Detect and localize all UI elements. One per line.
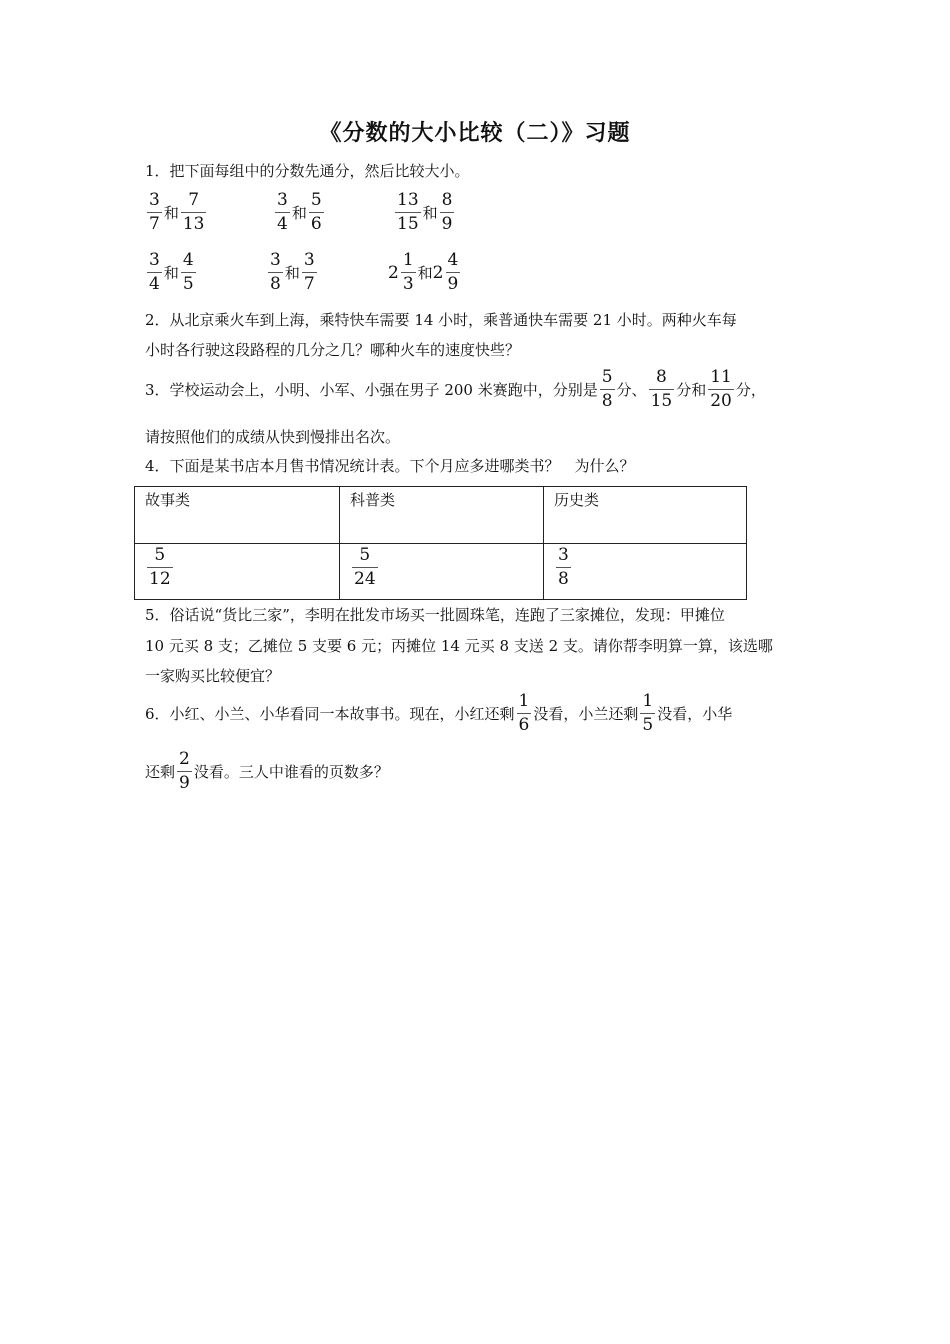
fraction: $\frac{5}{12}$ xyxy=(149,545,171,589)
q1-pair-2 xyxy=(273,192,326,233)
q6-prefix: 6．小红、小兰、小华看同一本故事书。现在，小红还剩 xyxy=(145,705,515,723)
fraction: $\frac{11}{20}$ xyxy=(710,367,732,411)
fraction: $\frac{3}{8}$ xyxy=(558,545,569,589)
fraction: $\frac{5}{24}$ xyxy=(354,545,376,589)
q1-pair-3 xyxy=(393,192,456,233)
question-6-line-2 xyxy=(145,751,389,792)
q1-pair-5 xyxy=(266,252,319,293)
fraction: $\frac{3}{4}$ xyxy=(277,190,288,234)
fraction: $\frac{1}{6}$ xyxy=(518,691,530,735)
fraction: $\frac{8}{9}$ xyxy=(441,190,453,234)
q6-line2-prefix: 还剩 xyxy=(145,763,176,781)
question-5-line-1: 5．俗话说“货比三家”，李明在批发市场买一批圆珠笔，连跑了三家摊位，发现：甲摊位 xyxy=(145,606,725,624)
fraction: $\frac{1}{5}$ xyxy=(642,691,654,735)
fraction: $\frac{3}{8}$ xyxy=(270,250,281,294)
table-header-cell: 科普类 xyxy=(340,487,544,543)
q1-pair-1 xyxy=(145,192,208,233)
question-5-line-2: 10 元买 8 支；乙摊位 5 支要 6 元；丙摊位 14 元买 8 支送 2 支。请你帮李明算一算，该选哪 xyxy=(145,637,773,655)
q6-mid-1: 没看，小兰还剩 xyxy=(533,705,639,723)
question-2-line-1: 2．从北京乘火车到上海，乘特快车需要 14 小时，乘普通快车需要 21 小时。两种火车每 xyxy=(145,311,737,329)
q3-sep-2: 分和 xyxy=(676,381,707,399)
table-header-cell: 故事类 xyxy=(135,487,340,543)
and-label: 和 xyxy=(163,264,179,282)
question-3-line-2: 请按照他们的成绩从快到慢排出名次。 xyxy=(145,428,401,446)
q3-sep-1: 分、 xyxy=(616,381,647,399)
whole-number: 2 xyxy=(432,262,444,283)
q3-suffix: 分， xyxy=(735,381,766,399)
fraction: $\frac{13}{15}$ xyxy=(397,190,419,234)
fraction: $\frac{5}{6}$ xyxy=(310,190,322,234)
question-2-line-2: 小时各行驶这段路程的几分之几？哪种火车的速度快些？ xyxy=(145,341,521,359)
question-5-line-3: 一家购买比较便宜？ xyxy=(145,667,281,685)
table-cell xyxy=(544,544,746,599)
question-1-text: 1．把下面每组中的分数先通分，然后比较大小。 xyxy=(145,162,470,180)
q3-prefix: 3．学校运动会上，小明、小军、小强在男子 200 米赛跑中，分别是 xyxy=(145,381,598,399)
question-6-line-1 xyxy=(145,693,732,734)
fraction: $\frac{1}{3}$ xyxy=(402,250,414,294)
question-4-text: 4．下面是某书店本月售书情况统计表。下个月应多进哪类书？ 为什么？ xyxy=(145,457,635,475)
fraction: $\frac{3}{4}$ xyxy=(149,250,160,294)
page-title: 《分数的大小比较（二）》习题 xyxy=(319,120,631,146)
and-label: 和 xyxy=(163,204,179,222)
q6-line2-suffix: 没看。三人中谁看的页数多？ xyxy=(193,763,389,781)
q6-mid-2: 没看，小华 xyxy=(657,705,733,723)
and-label: 和 xyxy=(284,264,300,282)
table-cell xyxy=(135,544,340,599)
question-3-line-1 xyxy=(145,369,766,410)
q1-pair-6 xyxy=(388,252,462,293)
table-header-row xyxy=(135,487,746,544)
and-label: 和 xyxy=(291,204,307,222)
fraction: $\frac{3}{7}$ xyxy=(303,250,315,294)
fraction: $\frac{7}{13}$ xyxy=(182,190,205,234)
fraction: $\frac{2}{9}$ xyxy=(179,749,190,793)
and-label: 和 xyxy=(422,204,438,222)
sales-table xyxy=(134,486,747,600)
fraction: $\frac{8}{15}$ xyxy=(650,367,673,411)
and-label: 和 xyxy=(417,264,433,282)
table-cell xyxy=(340,544,544,599)
whole-number: 2 xyxy=(388,262,399,283)
table-row xyxy=(135,544,746,599)
fraction: $\frac{5}{8}$ xyxy=(601,367,613,411)
q1-pair-4 xyxy=(145,252,198,293)
fraction: $\frac{4}{9}$ xyxy=(447,250,459,294)
fraction: $\frac{4}{5}$ xyxy=(182,250,194,294)
table-header-cell: 历史类 xyxy=(554,491,600,509)
fraction: $\frac{3}{7}$ xyxy=(149,190,160,234)
